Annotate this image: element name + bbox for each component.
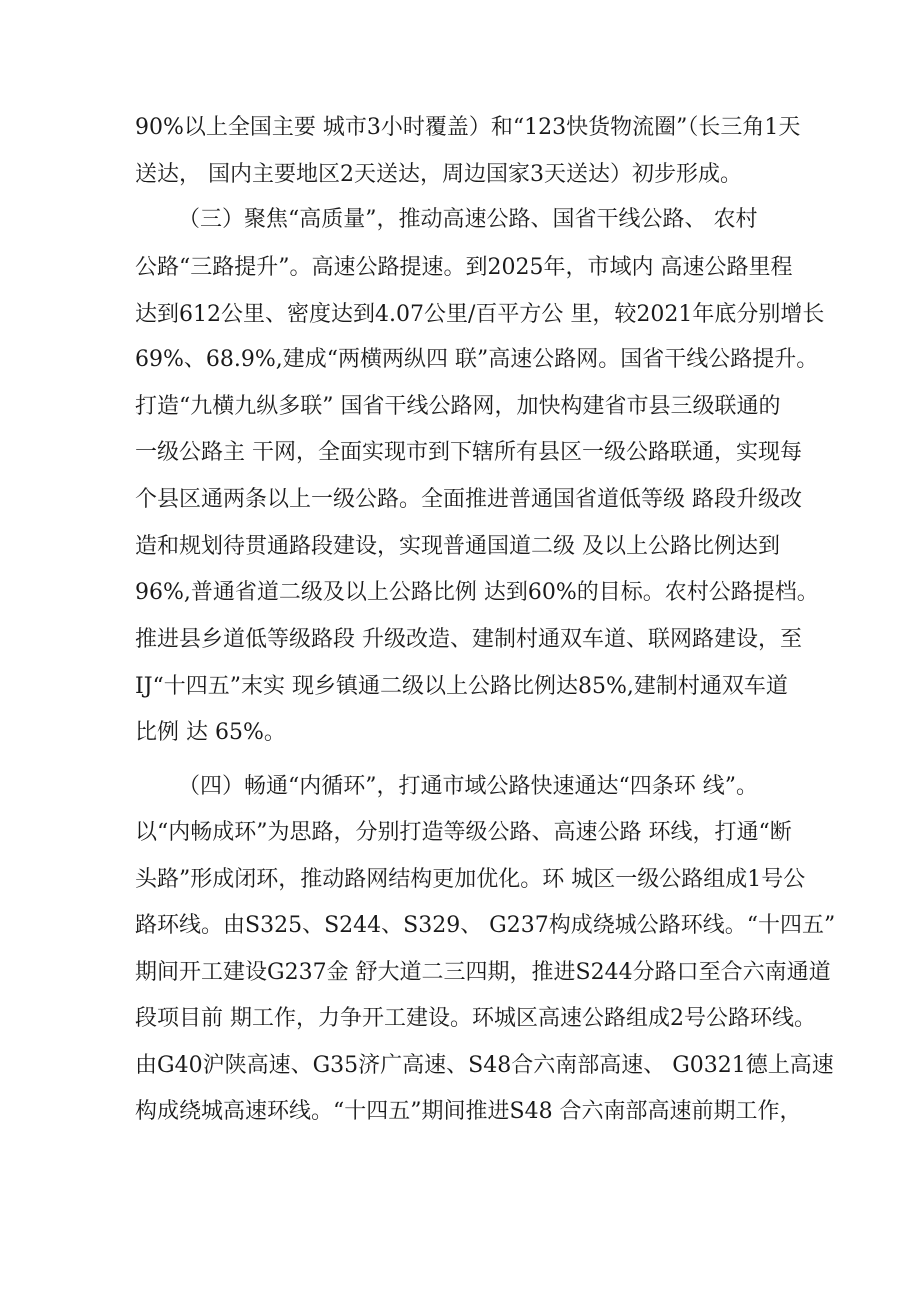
text-line-14: 比例 达 65%。: [135, 720, 286, 745]
text-line-15: （四）畅通“内循环”，打通市域公路快速通达“四条环 线”。: [178, 774, 758, 799]
text-line-16: 以“内畅成环”为思路，分别打造等级公路、高速公路 环线，打通“断: [135, 820, 792, 845]
text-line-2: 送达， 国内主要地区2天送达，周边国家3天送达）初步形成。: [135, 162, 742, 187]
text-line-20: 段项目前 期工作，力争开工建设。环城区高速公路组成2号公路环线。: [135, 1006, 816, 1031]
text-line-4: 公路“三路提升”。高速公路提速。到2025年，市域内 高速公路里程: [135, 255, 793, 280]
text-line-8: 一级公路主 干网，全面实现市到下辖所有县区一级公路联通，实现每: [135, 440, 802, 465]
text-line-19: 期间开工建设G237金 舒大道二三四期，推进S244分路口至合六南通道: [135, 960, 831, 985]
text-line-5: 达到612公里、密度达到4.07公里/百平方公 里，较2021年底分别增长: [135, 302, 825, 327]
text-line-1: 90%以上全国主要 城市3小时覆盖）和“123快货物流圈”（长三角1天: [135, 115, 801, 140]
text-line-6: 69%、68.9%,建成“两横两纵四 联”高速公路网。国省干线公路提升。: [135, 347, 819, 372]
text-line-7: 打造“九横九纵多联” 国省干线公路网，加快构建省市县三级联通的: [135, 394, 781, 419]
text-line-11: 96%,普通省道二级及以上公路比例 达到60%的目标。农村公路提档。: [135, 580, 819, 605]
text-line-21: 由G40沪陕高速、G35济广高速、S48合六南部高速、 G0321德上高速: [135, 1053, 834, 1078]
text-line-9: 个县区通两条以上一级公路。全面推进普通国省道低等级 路段升级改: [135, 487, 802, 512]
text-line-22: 构成绕城高速环线。“十四五”期间推进S48 合六南部高速前期工作，: [135, 1099, 802, 1124]
text-line-3: （三）聚焦“高质量”，推动高速公路、国省干线公路、 农村: [178, 207, 758, 232]
text-line-13: IJ“十四五”末实 现乡镇通二级以上公路比例达85%,建制村通双车道: [135, 674, 788, 699]
text-line-17: 头路”形成闭环，推动路网结构更加优化。环 城区一级公路组成1号公: [135, 867, 806, 892]
text-line-10: 造和规划待贯通路段建设，实现普通国道二级 及以上公路比例达到: [135, 534, 780, 559]
text-line-18: 路环线。由S325、S244、S329、 G237构成绕城公路环线。“十四五”: [135, 913, 836, 938]
text-line-12: 推进县乡道低等级路段 升级改造、建制村通双车道、联网路建设，至: [135, 627, 802, 652]
